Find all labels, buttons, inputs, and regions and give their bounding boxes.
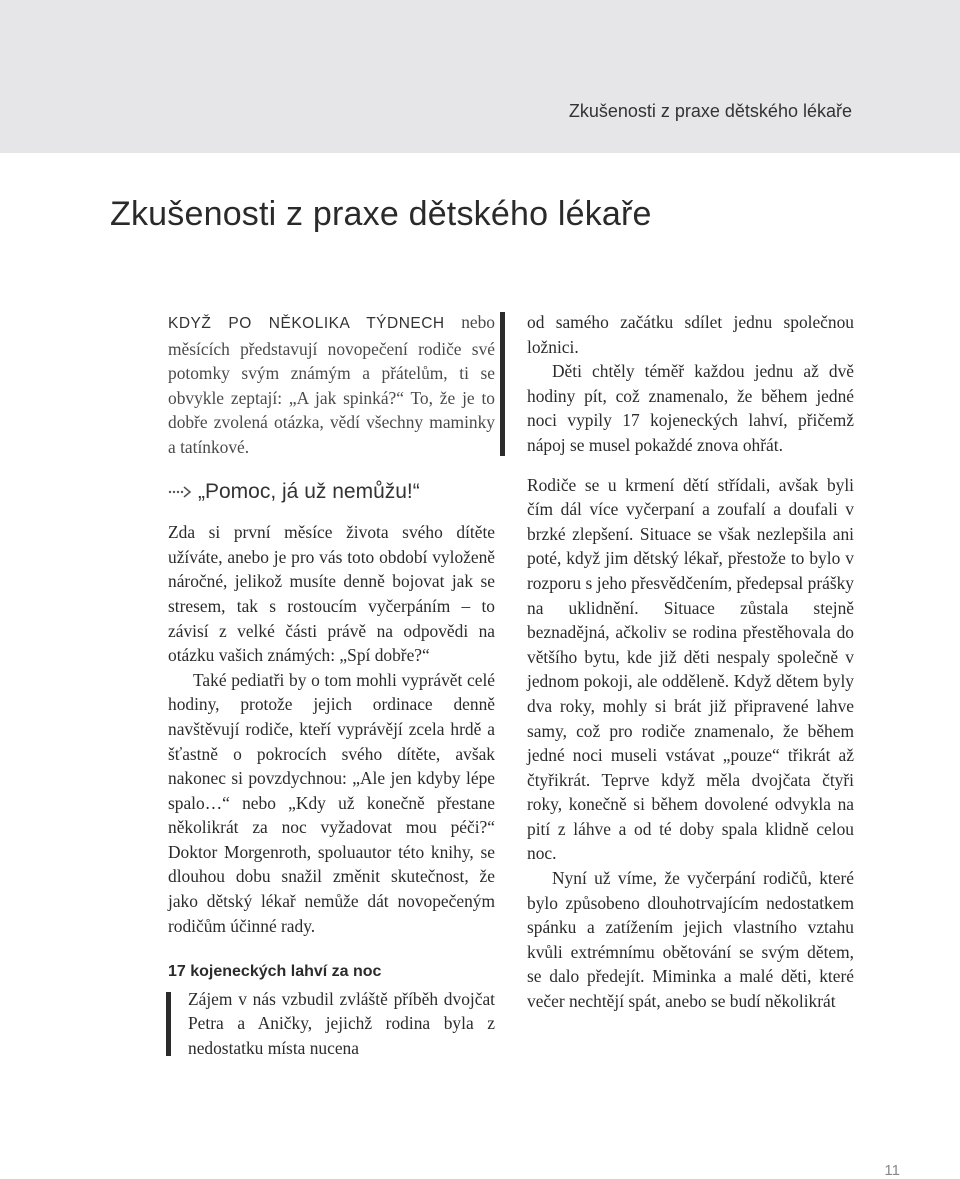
section-heading xyxy=(168,480,495,505)
chapter-title: Zkušenosti z praxe dětského lékaře xyxy=(110,195,652,233)
right-column xyxy=(527,310,854,1014)
case-study-start: Zájem v nás vzbudil zvláště příběh dvojčat Petra a Aničky, jejichž rodina byla z nedostatku místa nucena xyxy=(188,988,495,1059)
section-heading-text: „Pomoc, já už nemůžu!“ xyxy=(198,479,420,503)
running-head: Zkušenosti z praxe dětského lékaře xyxy=(568,101,852,121)
page-number: 11 xyxy=(884,1162,900,1179)
case-continued-2: Děti chtěly téměř každou jednu až dvě hodiny pít, což znamenalo, že během jedné noci vypily 17 kojeneckých lahví, přičemž nápoj se musel pokaždé znova ohřát. xyxy=(527,361,854,455)
case-study-continued xyxy=(500,310,854,458)
intro-paragraph xyxy=(168,310,495,460)
intro-caps: KDYŽ PO NĚKOLIKA TÝDNECH xyxy=(168,315,445,332)
paragraph-4: Nyní už víme, že vyčerpání rodičů, které bylo způsobeno dlouhotrvajícím nedostatkem spánku a zatížením jejich vlastního vztahu kvůli extrémnímu obětování se svým dětem, se dalo předejít. Miminka a malé děti, které večer nechtějí spát, anebo se budí několikrát xyxy=(527,868,854,1012)
left-column xyxy=(168,310,495,1061)
paragraph-3: Rodiče se u krmení dětí střídali, avšak byli čím dál více vyčerpaní a zoufalí a doufali v brzké zlepšení. Situace se však nezlepšila ani poté, když jim dětský lékař, přestože to bylo v rozporu s jeho přesvědčením, předepsal prášky na uklidnění. Situace zůstala stejně beznadějná, ačkoliv se rodina přestěhovala do většího bytu, kde již děti nespaly společně v jednom pokoji, ale odděleně. Když dětem byly dva roky, mohly si brát již připravené lahve samy, což pro rodiče znamenalo, že během jedné noci museli vstávat „pouze“ třikrát až čtyřikrát. Teprve když měla dvojčata čtyři roky, konečně si během dovolené odvykla na pití z láhve a od té doby spala klidně celou noc. xyxy=(527,474,854,864)
case-continued-1: od samého začátku sdílet jednu společnou ložnici. xyxy=(527,312,854,357)
dotted-arrow-icon xyxy=(168,485,194,499)
paragraph-1: Zda si první měsíce života svého dítěte užíváte, anebo je pro vás toto období vyloženě náročné, jelikož musíte denně bojovat jak se stresem, tak s rostoucím vyčerpáním – to závisí z velké části právě na odpovědi na otázku vašich známých: „Spí dobře?“ xyxy=(168,522,495,666)
case-study-block xyxy=(163,987,495,1061)
header-band xyxy=(0,0,960,153)
spacer xyxy=(527,458,854,473)
intro-text: nebo měsících představují novopečení rodiče své potomky svým známým a přátelům, ti se obvykle zeptají: „A jak spinká?“ To, že je to dobře zvolená otázka, vědí všechny maminky a tatínkové. xyxy=(168,312,495,457)
subheading: 17 kojeneckých lahví za noc xyxy=(168,963,382,981)
paragraph-2: Také pediatři by o tom mohli vyprávět celé hodiny, protože jejich ordinace denně navštěvují rodiče, kteří vyprávějí zcela hrdě a šťastně o pokrocích svého dítěte, avšak nakonec si povzdychnou: „Ale jen kdyby lépe spalo…“ nebo „Kdy už konečně přestane několikrát za noc vyžadovat mou péči?“ Doktor Morgenroth, spoluautor této knihy, se dlouhou dobu snažil změnit skutečnost, že jako dětský lékař nemůže dát novopečeným rodičům účinné rady. xyxy=(168,669,495,936)
